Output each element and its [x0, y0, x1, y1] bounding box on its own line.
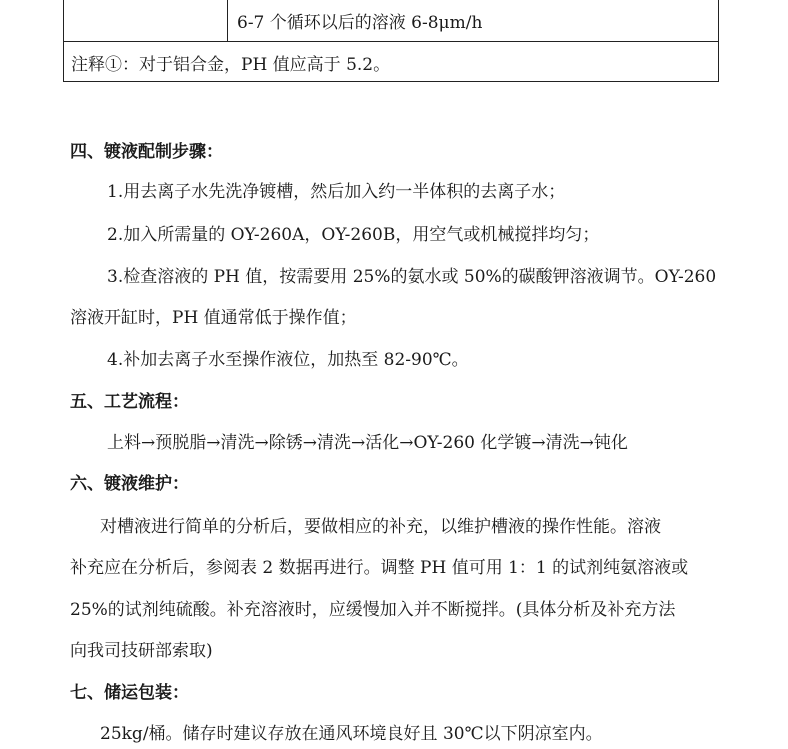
section-heading-bath-maintenance: 六、镀液维护：	[70, 474, 189, 494]
process-flow-text: 上料→预脱脂→清洗→除锈→清洗→活化→OY-260 化学镀→清洗→钝化	[107, 433, 628, 453]
table-cell: 6-7 个循环以后的溶液 6-8μm/h	[237, 13, 483, 33]
section-heading-storage-packaging: 七、储运包装：	[70, 683, 189, 703]
preparation-step-3: 3.检查溶液的 PH 值，按需要用 25%的氨水或 50%的碳酸钾溶液调节。OY-260	[107, 267, 717, 287]
preparation-step-2: 2.加入所需量的 OY-260A，OY-260B，用空气或机械搅拌均匀；	[107, 225, 600, 245]
table-note: 注释①：对于铝合金，PH 值应高于 5.2。	[71, 55, 391, 75]
section-heading-process-flow: 五、工艺流程：	[70, 392, 189, 412]
table-column-divider	[227, 0, 228, 41]
maintenance-line-3: 25%的试剂纯硫酸。补充溶液时，应缓慢加入并不断搅拌。(具体分析及补充方法	[70, 600, 676, 620]
maintenance-line-1: 对槽液进行简单的分析后，要做相应的补充，以维护槽液的操作性能。溶液	[100, 517, 661, 537]
storage-text: 25kg/桶。储存时建议存放在通风环境良好且 30℃以下阴凉室内。	[100, 724, 603, 744]
section-heading-plating-preparation: 四、镀液配制步骤：	[70, 142, 223, 162]
preparation-step-3-cont: 溶液开缸时，PH 值通常低于操作值；	[70, 308, 357, 328]
preparation-step-1: 1.用去离子水先洗净镀槽，然后加入约一半体积的去离子水；	[107, 182, 566, 202]
maintenance-line-4: 向我司技研部索取)	[70, 641, 213, 661]
spec-table	[63, 0, 719, 82]
preparation-step-4: 4.补加去离子水至操作液位，加热至 82-90℃。	[107, 350, 469, 370]
maintenance-line-2: 补充应在分析后，参阅表 2 数据再进行。调整 PH 值可用 1：1 的试剂纯氨溶液或	[70, 558, 689, 578]
